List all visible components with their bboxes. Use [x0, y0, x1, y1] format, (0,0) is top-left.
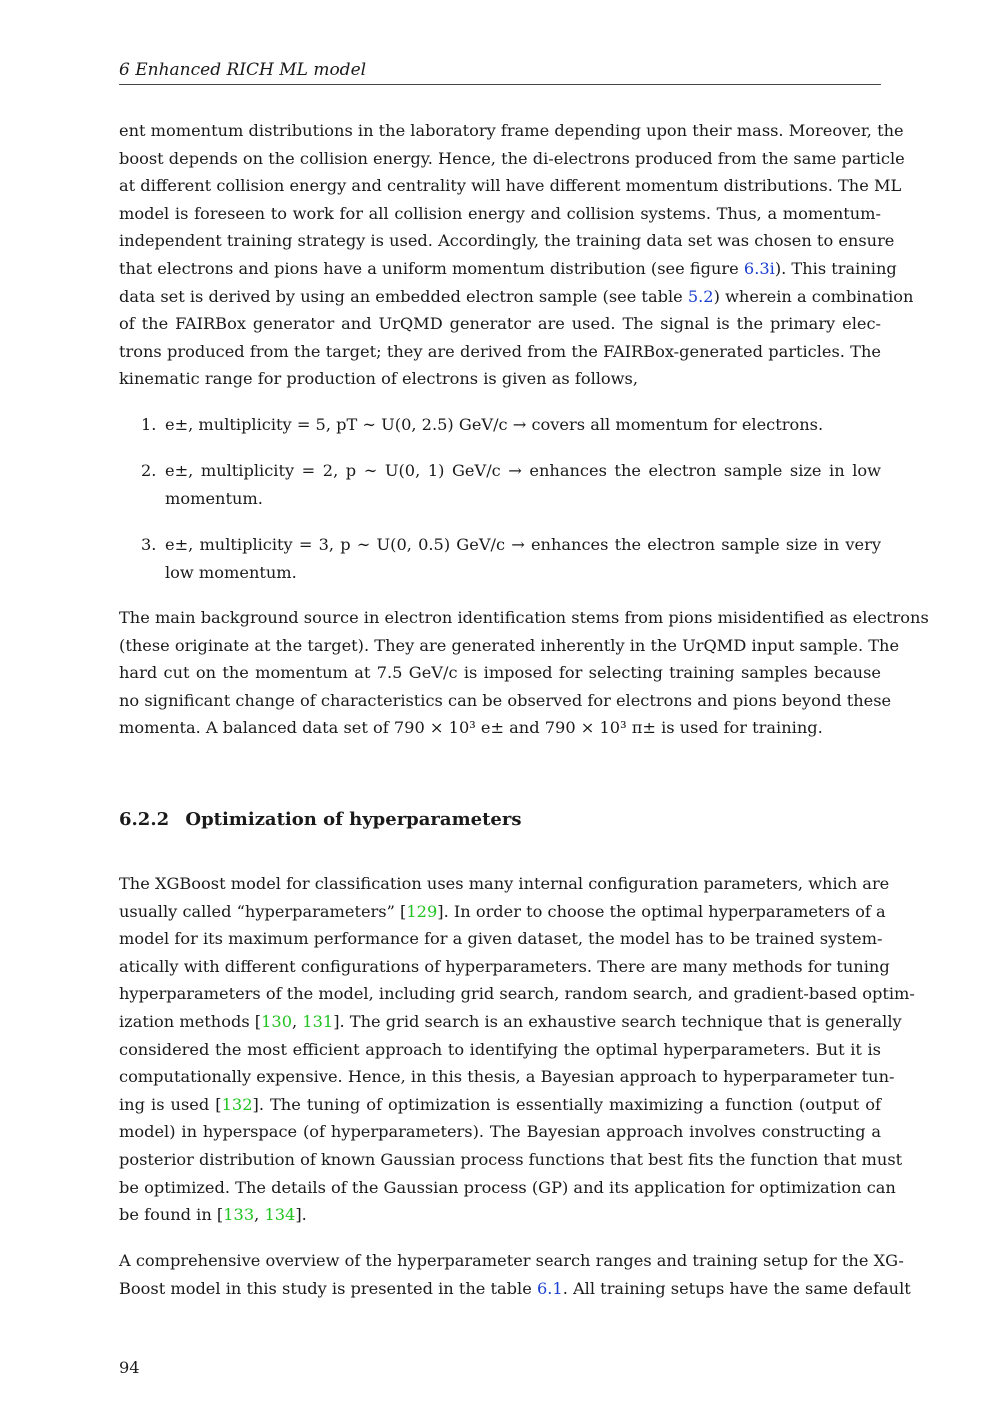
text-span: ]. — [295, 1205, 307, 1225]
text-span: ) wherein a combination — [713, 286, 914, 306]
text-line: trons produced from the target; they are derived from the FAIRBox-generated particles. The — [119, 341, 881, 361]
list-item-text: e±, multiplicity = 2, p ∼ U(0, 1) GeV/c → enhances the electron sample size in low — [165, 461, 881, 480]
text-line — [119, 1091, 881, 1119]
text-span: ). This training — [774, 258, 897, 278]
list-item-text: e±, multiplicity = 3, p ∼ U(0, 0.5) GeV/c → enhances the electron sample size in very — [165, 535, 881, 554]
list-number: 2. — [141, 461, 157, 480]
text-line: A comprehensive overview of the hyperparameter search ranges and training setup for the XG- — [119, 1251, 904, 1270]
list-item-text: low momentum. — [165, 562, 297, 582]
list-item — [119, 457, 881, 513]
text-line: The XGBoost model for classification uses many internal configuration parameters, which are — [119, 874, 890, 893]
text-span: ing is used [ — [119, 1094, 222, 1114]
running-header — [119, 60, 881, 85]
citation-link[interactable]: 131 — [302, 1011, 334, 1031]
list-number: 1. — [141, 415, 157, 434]
section-number: 6.2.2 — [119, 809, 170, 830]
chapter-title: 6 Enhanced RICH ML model — [119, 60, 367, 80]
text-line: model is foreseen to work for all collision energy and collision systems. Thus, a momentum- — [119, 203, 881, 223]
text-span: be found in [ — [119, 1205, 224, 1225]
text-line: of the FAIRBox generator and UrQMD generator are used. The signal is the primary elec- — [119, 314, 881, 334]
text-line: hyperparameters of the model, including grid search, random search, and gradient-based optim- — [119, 984, 915, 1004]
text-line: momenta. A balanced data set of 790 × 10³ e± and 790 × 10³ π± is used for training. — [119, 718, 823, 738]
citation-link[interactable]: 134 — [264, 1205, 296, 1225]
text-line: be found in [133, 134]. — [119, 1205, 307, 1225]
citation-link[interactable]: 132 — [221, 1094, 253, 1114]
text-line — [119, 898, 886, 926]
text-line: atically with different configurations of hyperparameters. There are many methods for tuning — [119, 956, 890, 976]
text-span: ]. The tuning of optimization is essentially maximizing a function (output of — [252, 1094, 881, 1114]
text-span: ization methods [ — [119, 1011, 262, 1031]
paragraph-2 — [119, 604, 929, 742]
list-item-text: e±, multiplicity = 5, pT ∼ U(0, 2.5) GeV/c → covers all momentum for electrons. — [165, 415, 824, 434]
text-line: model) in hyperspace (of hyperparameters). The Bayesian approach involves constructing a — [119, 1122, 881, 1142]
section-title-text: Optimization of hyperparameters — [185, 809, 522, 830]
list-number: 3. — [141, 535, 157, 554]
list-item — [119, 531, 881, 587]
paragraph-3 — [119, 870, 915, 1229]
list-item — [119, 411, 881, 439]
text-line: kinematic range for production of electrons is given as follows, — [119, 369, 638, 389]
text-span: ]. In order to choose the optimal hyperparameters of a — [437, 901, 886, 921]
page-number: 94 — [119, 1358, 140, 1377]
table-reference-link[interactable]: 5.2 — [687, 286, 714, 306]
text-line — [119, 283, 914, 311]
citation-link[interactable]: 133 — [223, 1205, 255, 1225]
text-span: data set is derived by using an embedded electron sample (see table — [119, 286, 688, 306]
text-span: that electrons and pions have a uniform momentum distribution (see figure — [119, 258, 744, 278]
text-span: usually called “hyperparameters” [ — [119, 901, 407, 921]
citation-link[interactable]: 130 — [261, 1011, 292, 1031]
text-line: independent training strategy is used. Accordingly, the training data set was chosen to ensure — [119, 231, 895, 251]
text-line: no significant change of characteristics can be observed for electrons and pions beyond these — [119, 690, 892, 710]
text-line: (these originate at the target). They are generated inherently in the UrQMD input sample. The — [119, 635, 900, 655]
text-span: Boost model in this study is presented in the table — [119, 1278, 537, 1298]
text-line: hard cut on the momentum at 7.5 GeV/c is imposed for selecting training samples because — [119, 663, 881, 683]
paragraph-4 — [119, 1247, 911, 1302]
figure-reference-link[interactable]: 6.3i — [743, 258, 775, 278]
text-line: model for its maximum performance for a given dataset, the model has to be trained system- — [119, 929, 883, 949]
text-line: be optimized. The details of the Gaussian process (GP) and its application for optimization can — [119, 1177, 896, 1197]
paragraph-1 — [119, 117, 914, 393]
section-heading — [119, 809, 521, 830]
text-span: . All training setups have the same default — [562, 1278, 911, 1298]
citation-link[interactable]: 129 — [406, 901, 438, 921]
text-line: ization methods [130, 131]. The grid search is an exhaustive search technique that is generally — [119, 1011, 902, 1031]
list-item-text: momentum. — [165, 488, 263, 508]
text-line — [119, 1275, 911, 1303]
text-line: boost depends on the collision energy. Hence, the di-electrons produced from the same particle — [119, 148, 905, 168]
text-line: at different collision energy and centrality will have different momentum distributions. The ML — [119, 176, 902, 196]
text-span: ]. The grid search is an exhaustive search technique that is generally — [333, 1011, 902, 1031]
table-reference-link[interactable]: 6.1 — [536, 1278, 563, 1298]
text-line: considered the most efficient approach to identifying the optimal hyperparameters. But it is — [119, 1039, 881, 1059]
text-line — [119, 255, 897, 283]
text-line: computationally expensive. Hence, in this thesis, a Bayesian approach to hyperparameter tun- — [119, 1067, 895, 1087]
text-line: posterior distribution of known Gaussian process functions that best fits the function that must — [119, 1149, 903, 1169]
text-line: The main background source in electron identification stems from pions misidentified as electrons — [119, 608, 929, 627]
text-line: ent momentum distributions in the laboratory frame depending upon their mass. Moreover, the — [119, 121, 904, 140]
